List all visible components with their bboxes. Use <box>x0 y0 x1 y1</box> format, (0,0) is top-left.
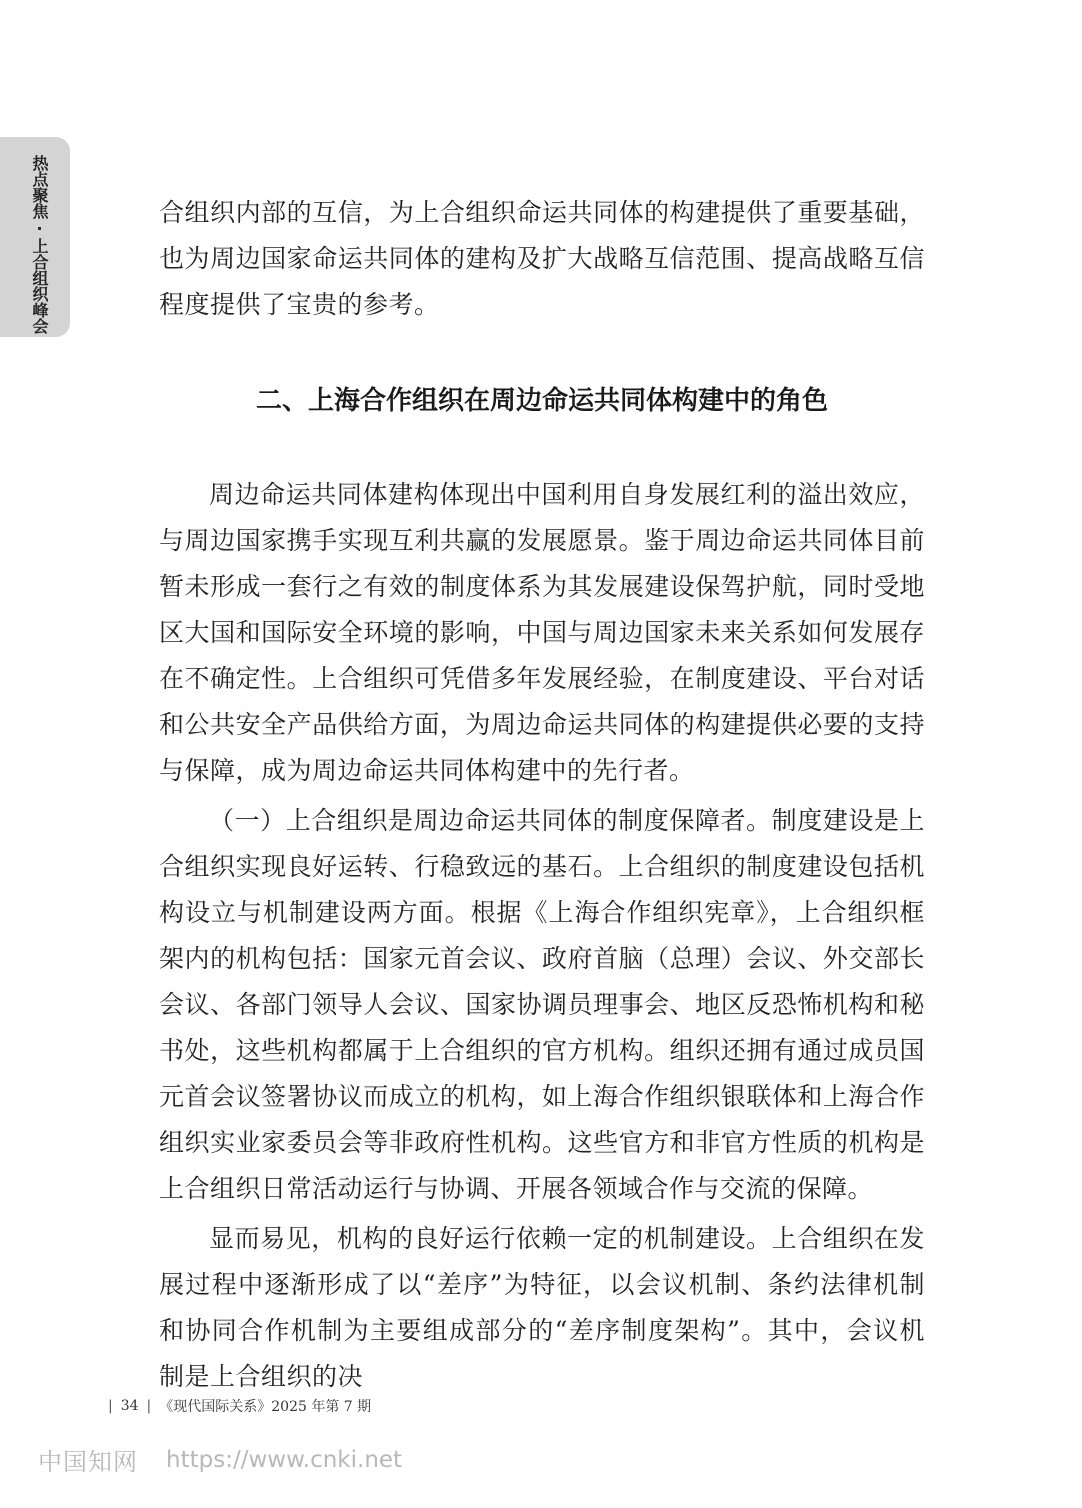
paragraph-2: （一）上合组织是周边命运共同体的制度保障者。制度建设是上合组织实现良好运转、行稳致远的基石。上合组织的制度建设包括机构设立与机制建设两方面。根据《上海合作组织宪章》，上合组织框架内的机构包括：国家元首会议、政府首脑（总理）会议、外交部长会议、各部门领导人会议、国家协调员理事会、地区反恐怖机构和秘书处，这些机构都属于上合组织的官方机构。组织还拥有通过成员国元首会议签署协议而成立的机构，如上海合作组织银联体和上海合作组织实业家委员会等非政府性机构。这些官方和非官方性质的机构是上合组织日常活动运行与协调、开展各领域合作与交流的保障。 <box>159 806 925 1203</box>
paragraph-3: 显而易见，机构的良好运行依赖一定的机制建设。上合组织在发展过程中逐渐形成了以“差序”为特征，以会议机制、条约法律机制和协同合作机制为主要组成部分的“差序制度架构”。其中，会议机制是上合组织的决 <box>159 1224 925 1391</box>
page-number: 34 <box>120 1398 139 1414</box>
intro-paragraph: 合组织内部的互信，为上合组织命运共同体的构建提供了重要基础，也为周边国家命运共同体的建构及扩大战略互信范围、提高战略互信程度提供了宝贵的参考。 <box>159 198 925 319</box>
body-text <box>159 472 925 1400</box>
side-tab-label: 热点聚焦·上合组织峰会 <box>30 155 49 334</box>
footer-divider: | <box>146 1398 152 1414</box>
cnki-watermark <box>38 1442 402 1477</box>
watermark-url: https://www.cnki.net <box>166 1446 403 1473</box>
page-footer <box>108 1396 371 1416</box>
intro-block <box>159 190 925 328</box>
watermark-site-name: 中国知网 <box>38 1448 138 1476</box>
paragraph-1: 周边命运共同体建构体现出中国利用自身发展红利的溢出效应，与周边国家携手实现互利共赢的发展愿景。鉴于周边命运共同体目前暂未形成一套行之有效的制度体系为其发展建设保驾护航，同时受地区大国和国际安全环境的影响，中国与周边国家未来关系如何发展存在不确定性。上合组织可凭借多年发展经验，在制度建设、平台对话和公共安全产品供给方面，为周边命运共同体的构建提供必要的支持与保障，成为周边命运共同体构建中的先行者。 <box>159 480 925 785</box>
section-heading: 二、上海合作组织在周边命运共同体构建中的角色 <box>255 386 828 416</box>
journal-citation: 《现代国际关系》2025 年第 7 期 <box>159 1399 372 1415</box>
footer-divider: | <box>108 1398 113 1414</box>
section-side-tab <box>0 137 70 337</box>
